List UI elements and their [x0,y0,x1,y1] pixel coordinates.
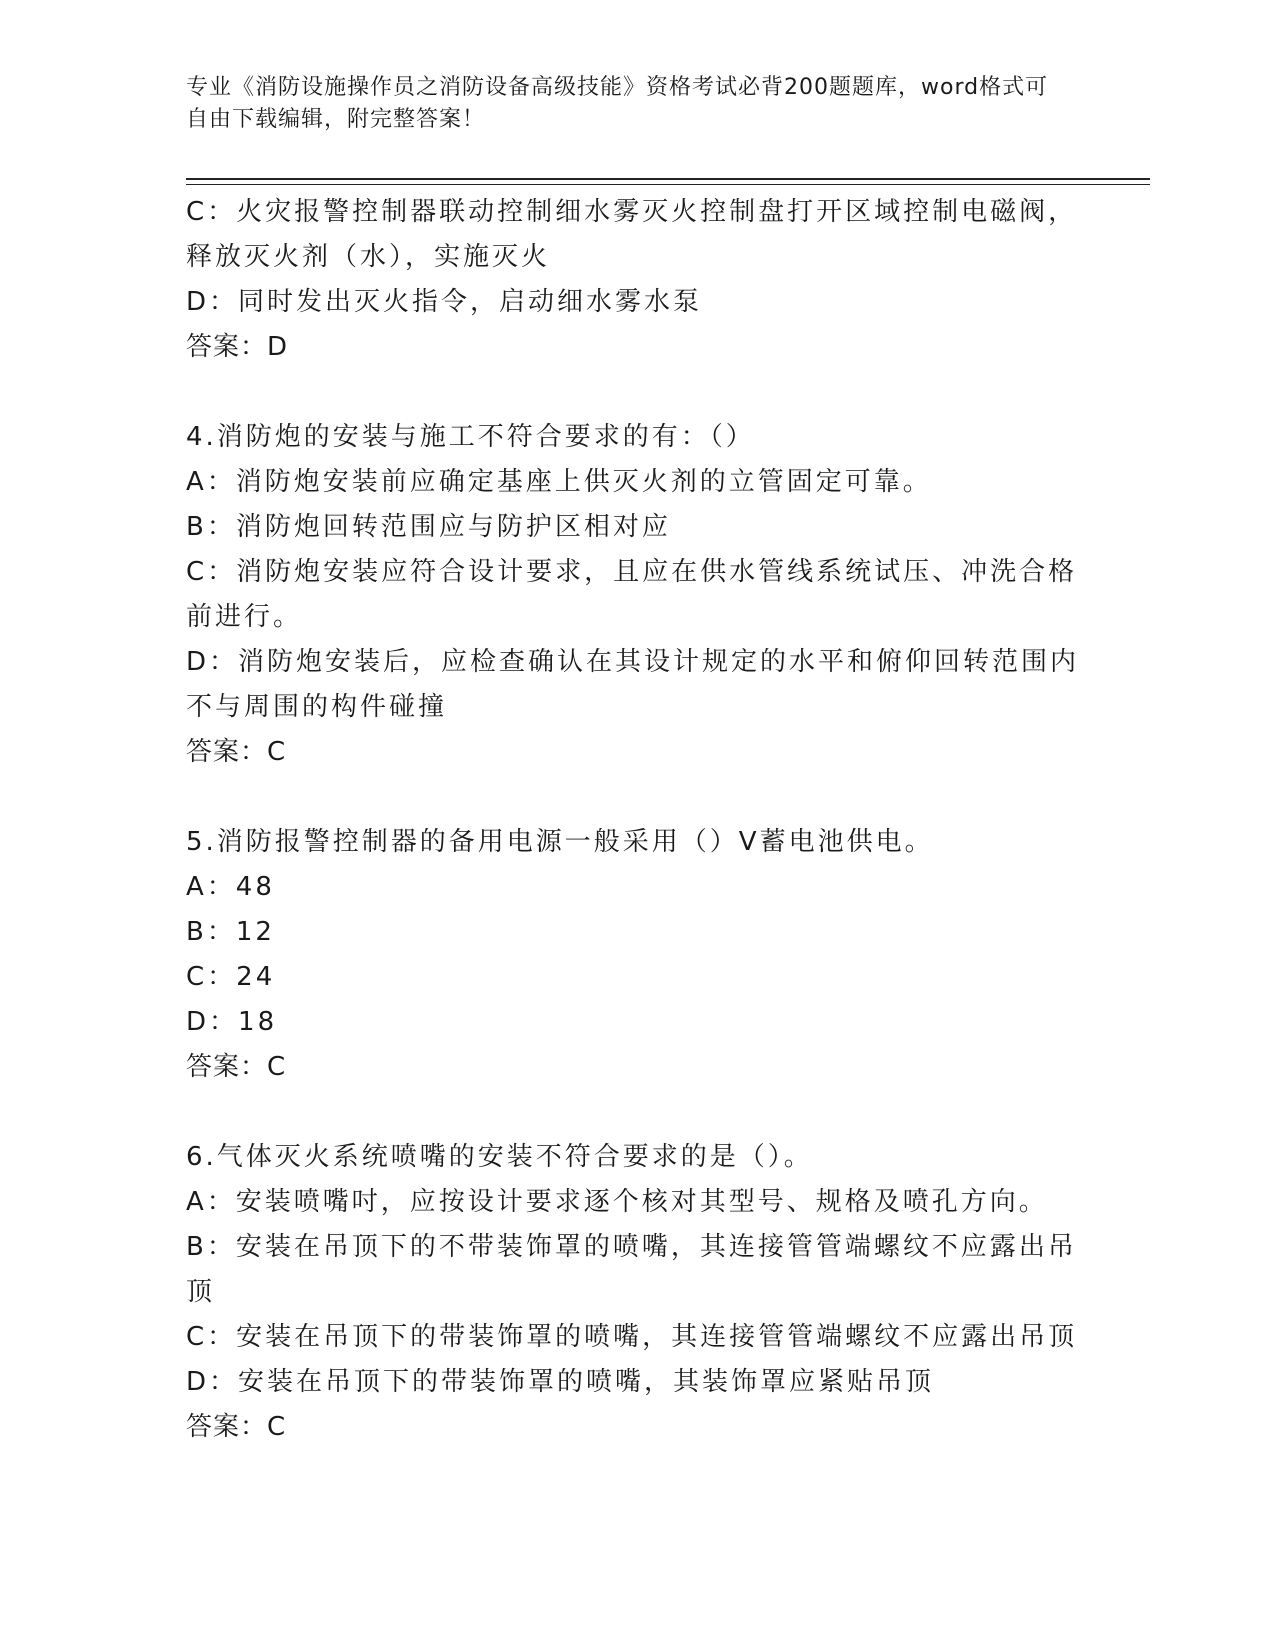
header-divider-thick [186,178,1150,180]
q6-option-b: B：安装在吊顶下的不带装饰罩的喷嘴，其连接管管端螺纹不应露出吊顶 [186,1232,1077,1307]
q6-option-c: C：安装在吊顶下的带装饰罩的喷嘴，其连接管管端螺纹不应露出吊顶 [186,1322,1078,1352]
spacer [186,775,1086,820]
header-divider-thin [186,184,1150,185]
q4-question: 4.消防炮的安装与施工不符合要求的有：（） [186,422,755,452]
q5-option-d: D：18 [186,1007,278,1037]
q4-option-d: D：消防炮安装后，应检查确认在其设计规定的水平和俯仰回转范围内不与周围的构件碰撞 [186,647,1080,722]
q5-answer: 答案：C [186,1052,287,1082]
q5-option-c: C：24 [186,962,276,992]
q5-option-a: A：48 [186,872,275,902]
q6-option-d: D：安装在吊顶下的带装饰罩的喷嘴，其装饰罩应紧贴吊顶 [186,1367,935,1397]
q4-option-b: B：消防炮回转范围应与防护区相对应 [186,512,671,542]
q4-answer: 答案：C [186,737,287,767]
q5-question: 5.消防报警控制器的备用电源一般采用（）V蓄电池供电。 [186,827,934,857]
spacer [186,1090,1086,1135]
question-content [186,190,1086,1450]
q3-answer: 答案：D [186,332,289,362]
q6-question: 6.气体灭火系统喷嘴的安装不符合要求的是（）。 [186,1142,813,1172]
q6-option-a: A：安装喷嘴吋，应按设计要求逐个核对其型号、规格及喷孔方向。 [186,1187,1048,1217]
q6-answer: 答案：C [186,1412,287,1442]
q4-option-a: A：消防炮安装前应确定基座上供灭火剂的立管固定可靠。 [186,467,932,497]
document-header: 专业《消防设施操作员之消防设备高级技能》资格考试必背200题题库，word格式可自由下载编辑，附完整答案！ [186,75,1049,132]
q3-option-d: D：同时发出灭火指令，启动细水雾水泵 [186,287,703,317]
spacer [186,370,1086,415]
q5-option-b: B：12 [186,917,275,947]
q4-option-c: C：消防炮安装应符合设计要求，且应在供水管线系统试压、冲洗合格前进行。 [186,557,1078,632]
q3-option-c: C：火灾报警控制器联动控制细水雾灭火控制盘打开区域控制电磁阀，释放灭火剂（水），实施灭火 [186,197,1078,272]
